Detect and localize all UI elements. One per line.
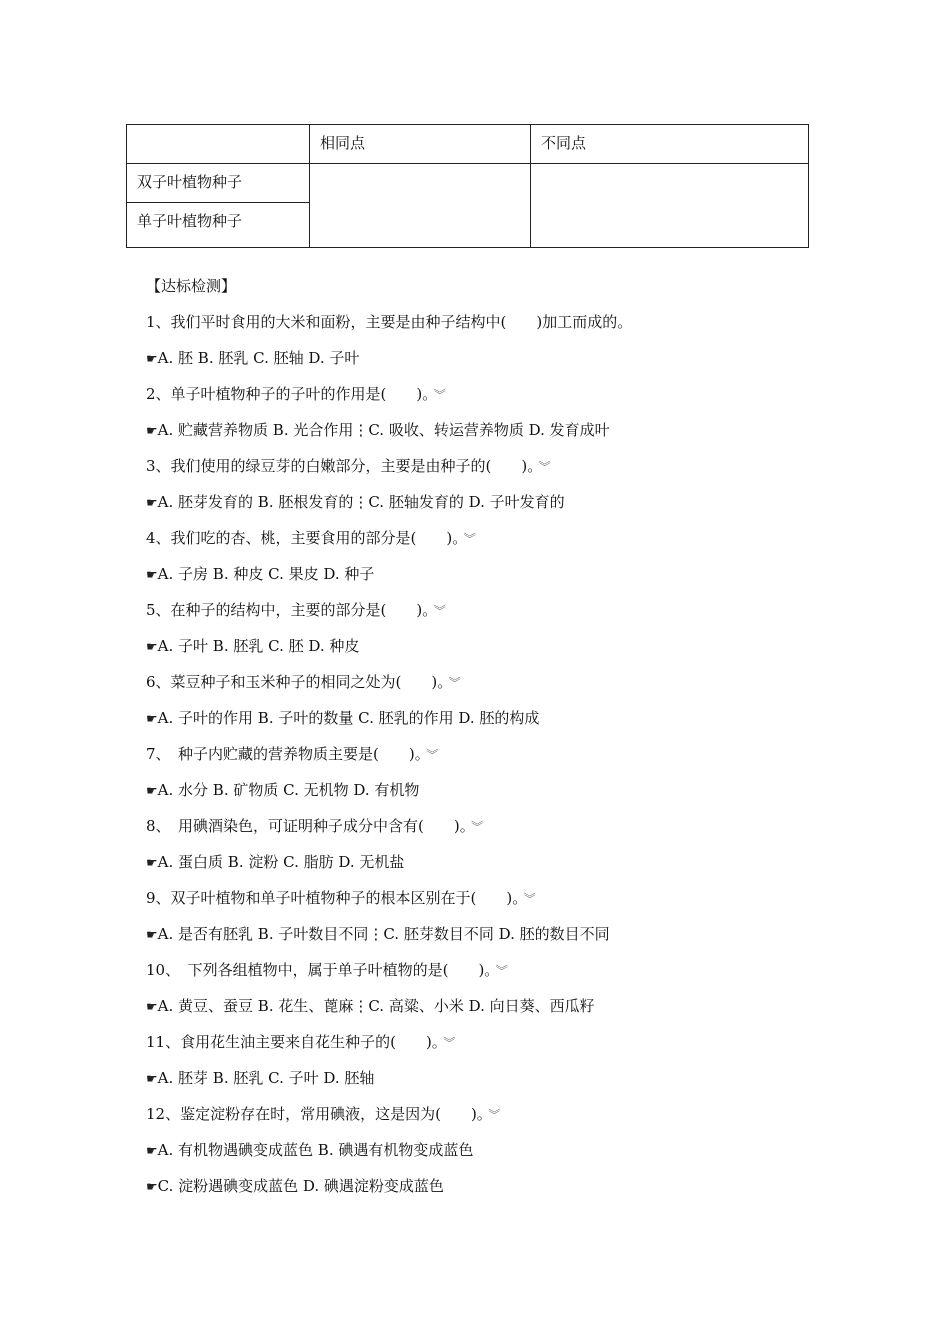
question-text: 3、我们使用的绿豆芽的白嫩部分，主要是由种子的( )。 (146, 457, 535, 475)
chevron-down-icon: ︾ (443, 1036, 456, 1050)
question-text: 8、 用碘酒染色，可证明种子成分中含有( )。 (146, 817, 468, 835)
options-line (146, 340, 910, 376)
question-text: 4、我们吃的杏、桃，主要食用的部分是( )。 (146, 529, 460, 547)
options-line (146, 556, 910, 592)
question-text: 7、 种子内贮藏的营养物质主要是( )。 (146, 745, 423, 763)
hand-pointer-icon: ☛ (146, 784, 158, 799)
chevron-down-icon: ︾ (523, 892, 536, 906)
options-line (146, 628, 910, 664)
options-text: A. 子叶的作用 B. 子叶的数量 C. 胚乳的作用 D. 胚的构成 (157, 709, 540, 727)
options-text: C. 淀粉遇碘变成蓝色 D. 碘遇淀粉变成蓝色 (157, 1177, 444, 1195)
question-list (146, 268, 910, 1204)
question-text: 6、菜豆种子和玉米种子的相同之处为( )。 (146, 673, 445, 691)
hand-pointer-icon: ☛ (146, 352, 158, 367)
options-text: A. 是否有胚乳 B. 子叶数目不同⋮C. 胚芽数目不同 D. 胚的数目不同 (157, 925, 610, 943)
question-9 (146, 880, 910, 916)
options-line (146, 700, 910, 736)
question-7 (146, 736, 910, 772)
hand-pointer-icon: ☛ (146, 1144, 158, 1159)
question-11 (146, 1024, 910, 1060)
table-header-same: 相同点 (310, 125, 531, 164)
table-cell-different-blank (531, 164, 809, 248)
question-text: 9、双子叶植物和单子叶植物种子的根本区别在于( )。 (146, 889, 520, 907)
table-row (127, 164, 809, 203)
question-6 (146, 664, 910, 700)
question-2 (146, 376, 910, 412)
hand-pointer-icon: ☛ (146, 568, 158, 583)
hand-pointer-icon: ☛ (146, 1180, 158, 1195)
hand-pointer-icon: ☛ (146, 856, 158, 871)
hand-pointer-icon: ☛ (146, 928, 158, 943)
table-cell-same-blank (310, 164, 531, 248)
options-text: A. 胚芽发育的 B. 胚根发育的⋮C. 胚轴发育的 D. 子叶发育的 (157, 493, 565, 511)
chevron-down-icon: ︾ (488, 1108, 501, 1122)
comparison-table (126, 124, 809, 248)
options-line (146, 844, 910, 880)
question-text: 5、在种子的结构中，主要的部分是( )。 (146, 601, 430, 619)
chevron-down-icon: ︾ (433, 388, 446, 402)
options-text: A. 黄豆、蚕豆 B. 花生、蓖麻⋮C. 高粱、小米 D. 向日葵、西瓜籽 (157, 997, 595, 1015)
options-text: A. 贮藏营养物质 B. 光合作用⋮C. 吸收、转运营养物质 D. 发育成叶 (157, 421, 610, 439)
hand-pointer-icon: ☛ (146, 1000, 158, 1015)
options-text: A. 胚 B. 胚乳 C. 胚轴 D. 子叶 (157, 349, 360, 367)
chevron-down-icon: ︾ (471, 820, 484, 834)
question-text: 10、 下列各组植物中，属于单子叶植物的是( )。 (146, 961, 492, 979)
question-3 (146, 448, 910, 484)
options-text: A. 胚芽 B. 胚乳 C. 子叶 D. 胚轴 (157, 1069, 375, 1087)
question-4 (146, 520, 910, 556)
table-header-different: 不同点 (531, 125, 809, 164)
options-line (146, 1060, 910, 1096)
hand-pointer-icon: ☛ (146, 496, 158, 511)
options-line (146, 484, 910, 520)
question-text: 12、鉴定淀粉存在时，常用碘液，这是因为( )。 (146, 1105, 485, 1123)
options-line (146, 1132, 910, 1168)
hand-pointer-icon: ☛ (146, 712, 158, 727)
question-8 (146, 808, 910, 844)
options-text: A. 水分 B. 矿物质 C. 无机物 D. 有机物 (157, 781, 420, 799)
table-header-row (127, 125, 809, 164)
question-5 (146, 592, 910, 628)
question-text: 2、单子叶植物种子的子叶的作用是( )。 (146, 385, 430, 403)
table-row-label-monocot: 单子叶植物种子 (127, 203, 310, 248)
question-10 (146, 952, 910, 988)
options-text: A. 子房 B. 种皮 C. 果皮 D. 种子 (157, 565, 375, 583)
options-line (146, 1168, 910, 1204)
question-text: 11、食用花生油主要来自花生种子的( )。 (146, 1033, 440, 1051)
chevron-down-icon: ︾ (433, 604, 446, 618)
options-text: A. 子叶 B. 胚乳 C. 胚 D. 种皮 (157, 637, 360, 655)
chevron-down-icon: ︾ (463, 532, 476, 546)
section-title: 【达标检测】 (146, 277, 237, 295)
options-line (146, 412, 910, 448)
options-line (146, 988, 910, 1024)
table-row-label-dicot: 双子叶植物种子 (127, 164, 310, 203)
question-1 (146, 304, 910, 340)
question-12 (146, 1096, 910, 1132)
hand-pointer-icon: ☛ (146, 640, 158, 655)
table-header-cell-empty (127, 125, 310, 164)
chevron-down-icon: ︾ (538, 460, 551, 474)
options-text: A. 蛋白质 B. 淀粉 C. 脂肪 D. 无机盐 (157, 853, 405, 871)
chevron-down-icon: ︾ (426, 748, 439, 762)
options-line (146, 916, 910, 952)
question-text: 1、我们平时食用的大米和面粉，主要是由种子结构中( )加工而成的。 (146, 313, 633, 331)
hand-pointer-icon: ☛ (146, 424, 158, 439)
chevron-down-icon: ︾ (448, 676, 461, 690)
chevron-down-icon: ︾ (495, 964, 508, 978)
hand-pointer-icon: ☛ (146, 1072, 158, 1087)
options-text: A. 有机物遇碘变成蓝色 B. 碘遇有机物变成蓝色 (157, 1141, 474, 1159)
options-line (146, 772, 910, 808)
